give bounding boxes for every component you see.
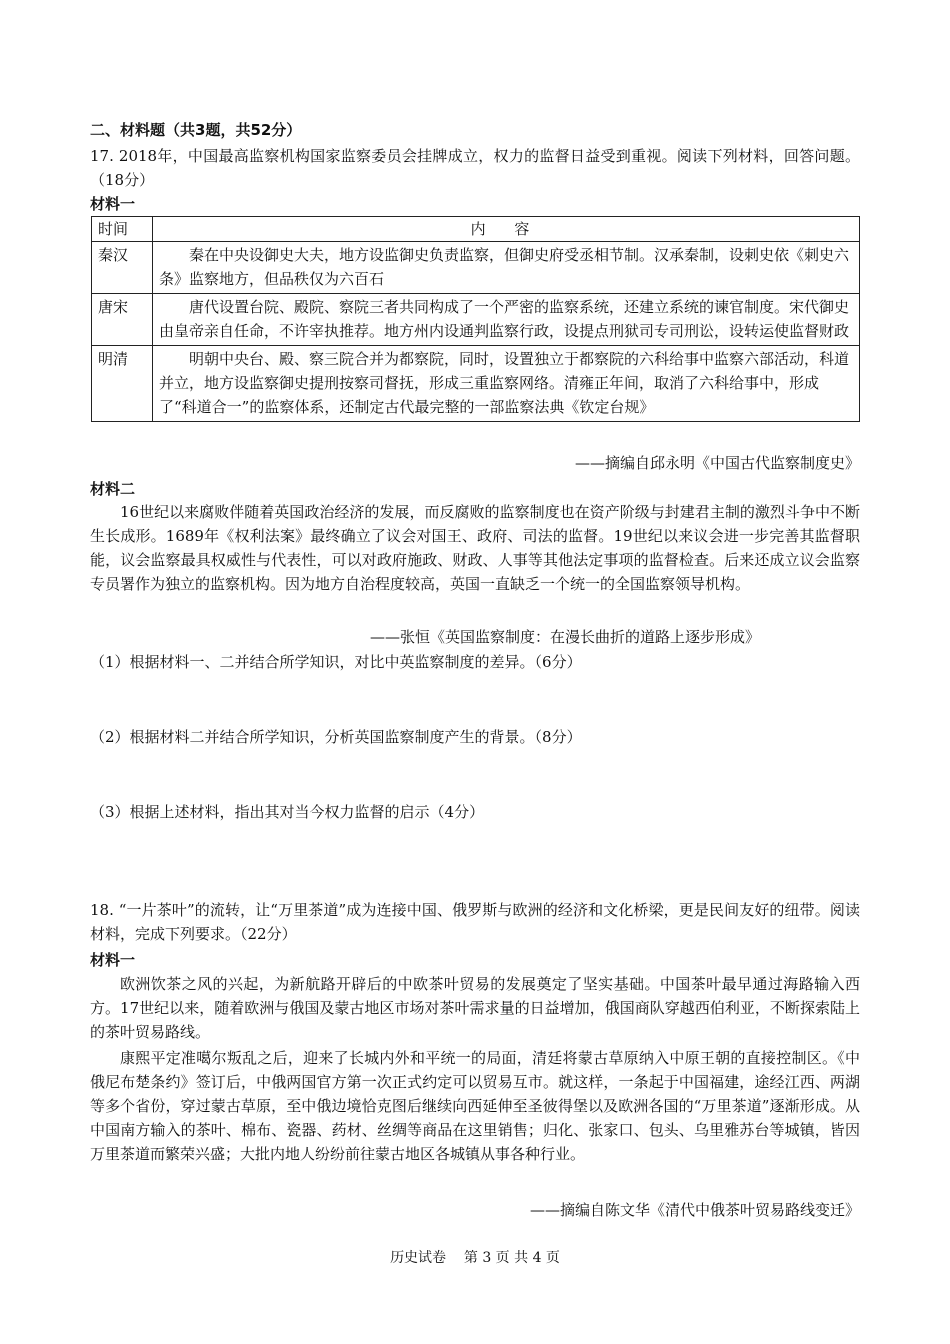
q18-paragraph-2: 康熙平定准噶尔叛乱之后，迎来了长城内外和平统一的局面，清廷将蒙古草原纳入中原王朝的直接控制区。《中俄尼布楚条约》签订后，中俄两国官方第一次正式约定可以贸易互市。就这样，一条起于中国福建，途经江西、两湖等多个省份，穿过蒙古草原，至中俄边境恰克图后继续向西延伸至圣彼得堡以及欧洲各国的“万里茶道”逐渐形成。从中国南方输入的茶叶、棉布、瓷器、药材、丝绸等商品在这里销售；归化、张家口、包头、乌里雅苏台等城镇，皆因万里茶道而繁荣兴盛；大批内地人纷纷前往蒙古地区各城镇从事各种行业。 — [90, 1049, 860, 1163]
q17-material-2-label: 材料二 — [90, 480, 136, 498]
question-18-stem: 18. “一片茶叶”的流转，让“万里茶道”成为连接中国、俄罗斯与欧洲的经济和文化桥梁，更是民间友好的纽带。阅读材料，完成下列要求。（22分） — [90, 901, 860, 943]
q18-source: ——摘编自陈文华《清代中俄茶叶贸易路线变迁》 — [529, 1201, 860, 1219]
question-17-stem: 17. 2018年，中国最高监察机构国家监察委员会挂牌成立，权力的监督日益受到重视。阅读下列材料，回答问题。（18分） — [90, 147, 860, 189]
table-row — [92, 242, 860, 294]
q18-material-1-label: 材料一 — [90, 951, 136, 969]
q18-paragraph-1: 欧洲饮茶之风的兴起，为新航路开辟后的中欧茶叶贸易的发展奠定了坚实基础。中国茶叶最早通过海路输入西方。17世纪以来，随着欧洲与俄国及蒙古地区市场对茶叶需求量的日益增加，俄国商队穿越西伯利亚，不断探索陆上的茶叶贸易路线。 — [90, 975, 860, 1041]
row-period: 明清 — [92, 346, 153, 422]
table-row — [92, 346, 860, 422]
row-content: 明朝中央台、殿、察三院合并为都察院，同时，设置独立于都察院的六科给事中监察六部活动，科道并立，地方设监察御史提刑按察司督抚，形成三重监察网络。清雍正年间，取消了六科给事中，形成了“科道合一”的监察体系，还制定古代最完整的一部监察法典《钦定台规》 — [153, 346, 860, 422]
section-title: 二、材料题（共3题，共52分） — [90, 121, 302, 139]
table-row — [92, 294, 860, 346]
supervision-history-table — [91, 216, 860, 422]
q17-material-2-text: 16世纪以来腐败伴随着英国政治经济的发展，而反腐败的监察制度也在资产阶级与封建君主制的激烈斗争中不断生长成形。1689年《权利法案》最终确立了议会对国王、政府、司法的监督。19世纪以来议会进一步完善其监督职能，议会监察最具权威性与代表性，可以对政府施政、财政、人事等其他法定事项的监督检查。后来还成立议会监察专员署作为独立的监察机构。因为地方自治程度较高，英国一直缺乏一个统一的全国监察领导机构。 — [90, 503, 860, 593]
header-period: 时间 — [92, 217, 153, 242]
q17-subquestion-2: （2）根据材料二并结合所学知识，分析英国监察制度产生的背景。（8分） — [90, 728, 582, 746]
row-period: 唐宋 — [92, 294, 153, 346]
page-footer: 历史试卷 第 3 页 共 4 页 — [390, 1250, 560, 1266]
q17-material-1-label: 材料一 — [90, 195, 136, 213]
row-content: 唐代设置台院、殿院、察院三者共同构成了一个严密的监察系统，还建立系统的谏官制度。宋代御史由皇帝亲自任命，不许宰执推荐。地方州内设通判监察行政，设提点刑狱司专司刑讼，设转运使监督财政 — [153, 294, 860, 346]
row-content: 秦在中央设御史大夫，地方设监御史负责监察，但御史府受丞相节制。汉承秦制，设刺史依《刺史六条》监察地方，但品秩仅为六百石 — [153, 242, 860, 294]
table-header-row — [92, 217, 860, 242]
row-period: 秦汉 — [92, 242, 153, 294]
header-content: 内 容 — [153, 217, 860, 242]
q17-subquestion-1: （1）根据材料一、二并结合所学知识，对比中英监察制度的差异。（6分） — [90, 653, 582, 671]
q17-subquestion-3: （3）根据上述材料，指出其对当今权力监督的启示（4分） — [90, 803, 485, 821]
q17-source-1: ——摘编自邱永明《中国古代监察制度史》 — [574, 454, 860, 472]
q17-source-2: ——张恒《英国监察制度：在漫长曲折的道路上逐步形成》 — [369, 628, 760, 646]
